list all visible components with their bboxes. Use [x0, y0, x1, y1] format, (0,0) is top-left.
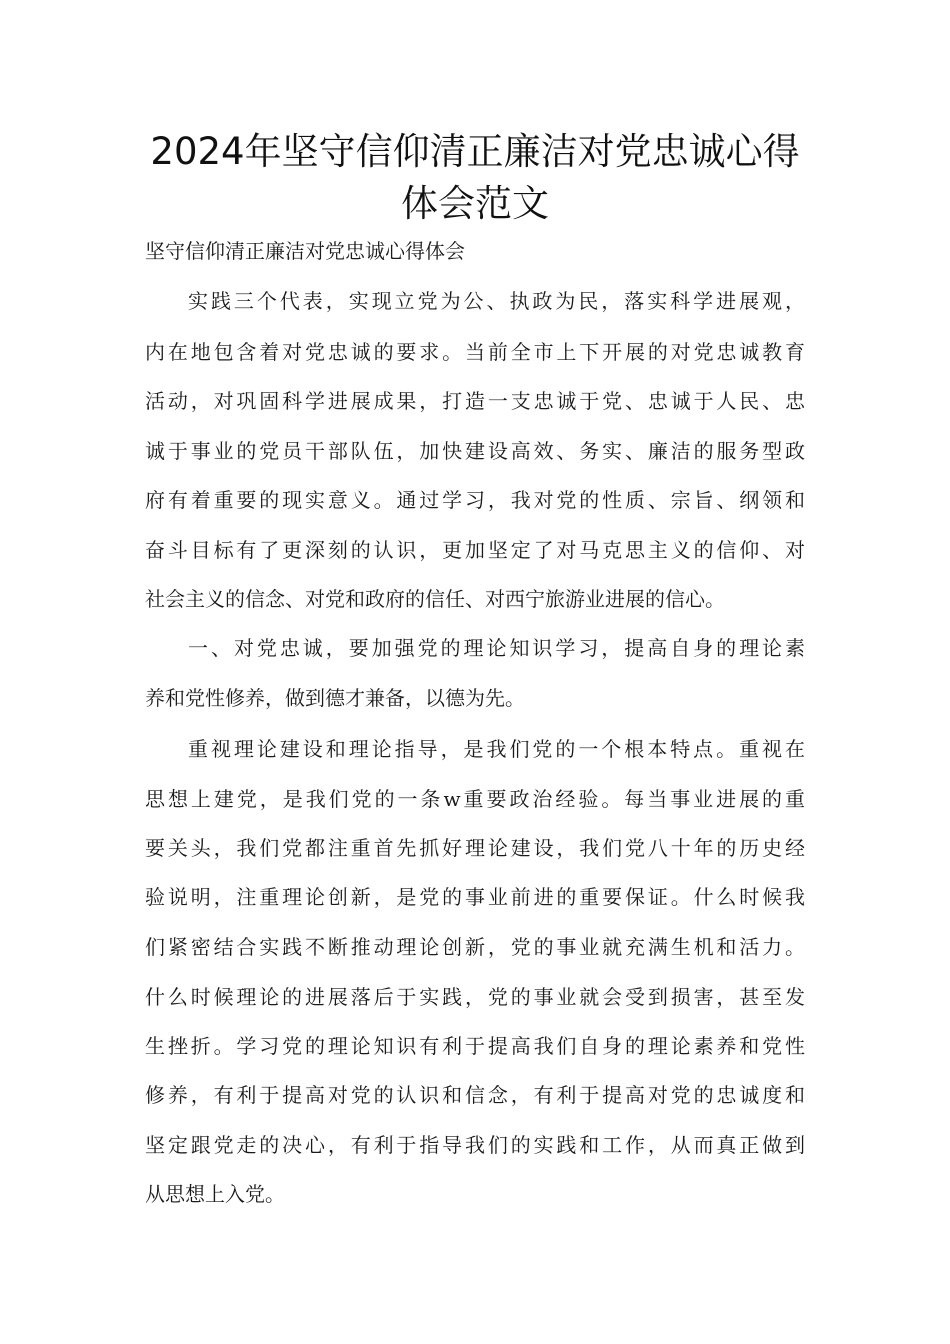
paragraph-2-line-1: 一、对党忠诚，要加强党的理论知识学习，提高自身的理论素 [188, 636, 805, 660]
document-title-line-1: 2024年坚守信仰清正廉洁对党忠诚心得 [150, 130, 800, 173]
document-subtitle: 坚守信仰清正廉洁对党忠诚心得体会 [145, 239, 465, 263]
paragraph-3-line-6: 什么时候理论的进展落后于实践，党的事业就会受到损害，甚至发 [145, 985, 805, 1009]
paragraph-1-line-2: 内在地包含着对党忠诚的要求。当前全市上下开展的对党忠诚教育 [145, 340, 805, 364]
paragraph-1-line-4: 诚于事业的党员干部队伍，加快建设高效、务实、廉洁的服务型政 [145, 439, 805, 463]
paragraph-3-line-8: 修养，有利于提高对党的认识和信念，有利于提高对党的忠诚度和 [145, 1083, 805, 1107]
paragraph-3-line-9: 坚定跟党走的决心，有利于指导我们的实践和工作，从而真正做到 [145, 1133, 805, 1157]
paragraph-3-line-10: 从思想上入党。 [145, 1182, 285, 1206]
paragraph-1-line-7: 社会主义的信念、对党和政府的信任、对西宁旅游业进展的信心。 [145, 587, 725, 611]
paragraph-3-line-4: 验说明，注重理论创新，是党的事业前进的重要保证。什么时候我 [145, 885, 805, 909]
paragraph-1-line-5: 府有着重要的现实意义。通过学习，我对党的性质、宗旨、纲领和 [145, 488, 805, 512]
paragraph-3-line-1: 重视理论建设和理论指导，是我们党的一个根本特点。重视在 [188, 737, 805, 761]
paragraph-3-line-5: 们紧密结合实践不断推动理论创新，党的事业就充满生机和活力。 [145, 935, 805, 959]
paragraph-1-line-6: 奋斗目标有了更深刻的认识，更加坚定了对马克思主义的信仰、对 [145, 538, 805, 562]
document-title-line-2: 体会范文 [401, 182, 549, 225]
paragraph-3-line-7: 生挫折。学习党的理论知识有利于提高我们自身的理论素养和党性 [145, 1034, 805, 1058]
paragraph-1-line-3: 活动，对巩固科学进展成果，打造一支忠诚于党、忠诚于人民、忠 [145, 389, 805, 413]
paragraph-3-line-2: 思想上建党，是我们党的一条w重要政治经验。每当事业进展的重 [145, 787, 805, 811]
paragraph-3-line-3: 要关头，我们党都注重首先抓好理论建设，我们党八十年的历史经 [145, 836, 805, 860]
paragraph-2-line-2: 养和党性修养，做到德才兼备，以德为先。 [145, 686, 525, 710]
paragraph-1-line-1: 实践三个代表，实现立党为公、执政为民，落实科学进展观， [188, 289, 805, 313]
